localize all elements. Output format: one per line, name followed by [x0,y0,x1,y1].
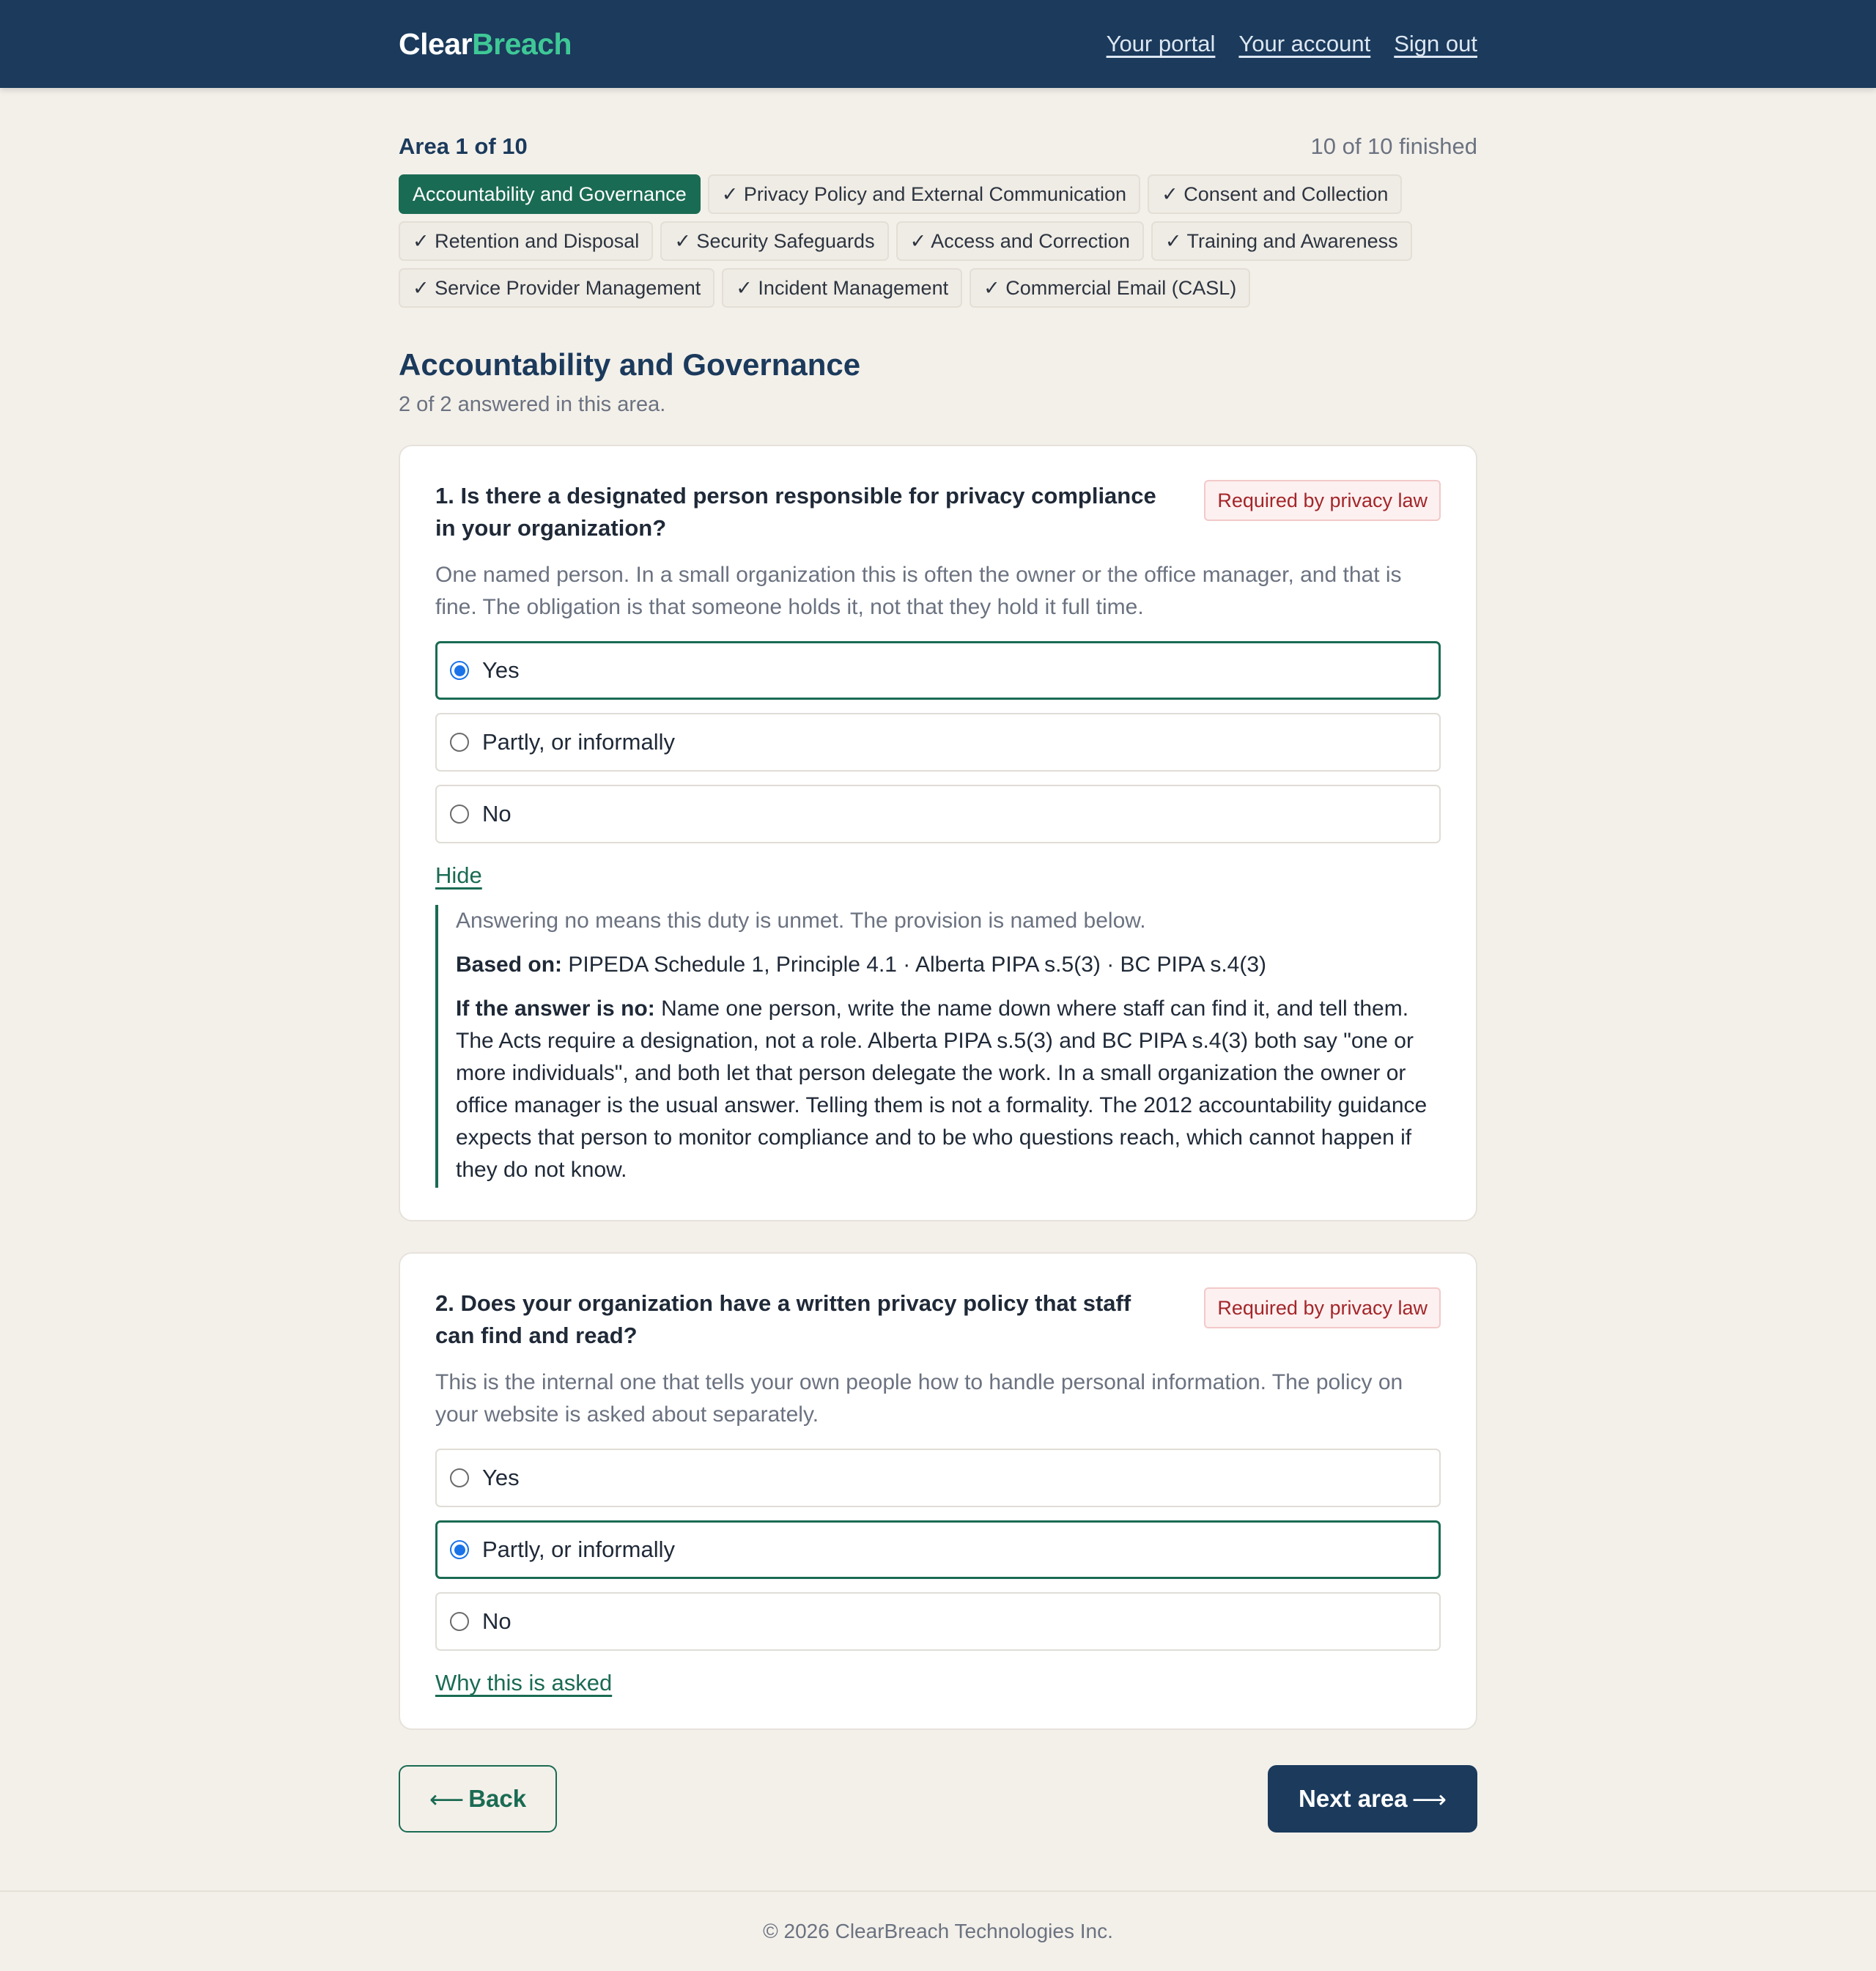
nav-sign-out[interactable]: Sign out [1394,31,1477,56]
area-count: Area 1 of 10 [399,133,528,159]
question-card-2 [399,1252,1477,1730]
brand-part-clear: Clear [399,26,473,61]
section-title: Accountability and Governance [399,347,861,382]
option-label: Partly, or informally [482,729,675,755]
finished-count: 10 of 10 finished [1310,133,1477,159]
back-button-label: Back [468,1785,527,1812]
copyright-text: © 2026 ClearBreach Technologies Inc. [763,1920,1113,1942]
area-chip-incident[interactable]: ✓ Incident Management [722,268,962,308]
radio-icon[interactable] [450,1540,469,1559]
top-bar-inner [399,0,1477,88]
question-title: 1. Is there a designated person responsible for privacy compliance in your organization? [435,483,1156,541]
option-yes[interactable] [435,641,1441,700]
option-no[interactable] [435,1592,1441,1651]
radio-icon[interactable] [450,661,469,680]
required-badge: Required by privacy law [1204,480,1441,521]
back-button[interactable] [399,1765,557,1833]
why-asked-link[interactable]: Why this is asked [435,1670,613,1695]
explanation-intro: Answering no means this duty is unmet. The provision is named below. [456,909,1146,933]
option-yes[interactable] [435,1449,1441,1507]
area-chip-training[interactable]: ✓ Training and Awareness [1151,221,1412,261]
main-content [399,133,1477,1833]
progress-row [399,133,1477,160]
radio-icon[interactable] [450,1468,469,1487]
top-bar [0,0,1876,88]
area-chip-accountability[interactable]: Accountability and Governance [399,174,701,214]
option-label: No [482,801,512,827]
option-partly[interactable] [435,1520,1441,1579]
option-label: Yes [482,1465,520,1490]
arrow-left-icon: ⟵ [429,1784,465,1813]
radio-icon[interactable] [450,733,469,752]
next-area-button[interactable] [1268,1765,1477,1833]
area-chip-access[interactable]: ✓ Access and Correction [896,221,1144,261]
nav-your-account[interactable]: Your account [1238,31,1371,56]
area-chip-security[interactable]: ✓ Security Safeguards [660,221,888,261]
if-no-label: If the answer is no: [456,996,655,1021]
question-header [435,1287,1441,1352]
radio-icon[interactable] [450,805,469,824]
option-partly[interactable] [435,713,1441,772]
radio-icon[interactable] [450,1612,469,1631]
question-title: 2. Does your organization have a written privacy policy that staff can find and read? [435,1290,1131,1348]
top-nav [1107,31,1477,57]
area-chip-privacy-policy[interactable]: ✓ Privacy Policy and External Communication [708,174,1140,214]
next-button-label: Next area [1299,1785,1408,1812]
answer-options [435,641,1441,843]
hide-explanation-link[interactable]: Hide [435,862,482,888]
footer [0,1890,1876,1971]
option-label: Yes [482,657,520,683]
question-description: This is the internal one that tells your own people how to handle personal information. The policy on your website is asked about separately. [435,1370,1403,1427]
if-no-text: Name one person, write the name down where staff can find it, and tell them. The Acts require a designation, not a role. Alberta PIPA s.5(3) and BC PIPA s.4(3) both say "one or more individuals", and both let that person delegate the work. In a small organization the owner or office manager is the usual answer. Telling them is not a formality. The 2012 accountability guidance expects that person to monitor compliance and to be who questions reach, which cannot happen if they do not know. [456,996,1428,1182]
nav-your-portal[interactable]: Your portal [1106,31,1216,56]
answer-options [435,1449,1441,1651]
area-chips [399,174,1477,308]
area-chip-retention[interactable]: ✓ Retention and Disposal [399,221,653,261]
based-on-label: Based on: [456,953,563,977]
area-chip-consent[interactable]: ✓ Consent and Collection [1148,174,1402,214]
brand-part-breach: Breach [472,26,572,61]
area-chip-service-provider[interactable]: ✓ Service Provider Management [399,268,714,308]
based-on-text: PIPEDA Schedule 1, Principle 4.1 · Alberta PIPA s.5(3) · BC PIPA s.4(3) [568,953,1267,977]
option-label: Partly, or informally [482,1537,675,1562]
explanation-panel [435,905,1441,1188]
question-card-1 [399,445,1477,1221]
area-chip-casl[interactable]: ✓ Commercial Email (CASL) [970,268,1250,308]
brand-logo[interactable] [399,27,572,62]
question-header [435,480,1441,544]
question-description: One named person. In a small organization this is often the owner or the office manager, and that is fine. The obligation is that someone holds it, not that they hold it full time. [435,563,1402,619]
arrow-right-icon: ⟶ [1411,1784,1447,1813]
if-no-line [456,993,1441,1186]
option-no[interactable] [435,785,1441,843]
option-label: No [482,1608,512,1634]
based-on-line [456,949,1441,981]
required-badge: Required by privacy law [1204,1287,1441,1328]
section-subtitle: 2 of 2 answered in this area. [399,393,666,416]
navigation-buttons [399,1765,1477,1833]
